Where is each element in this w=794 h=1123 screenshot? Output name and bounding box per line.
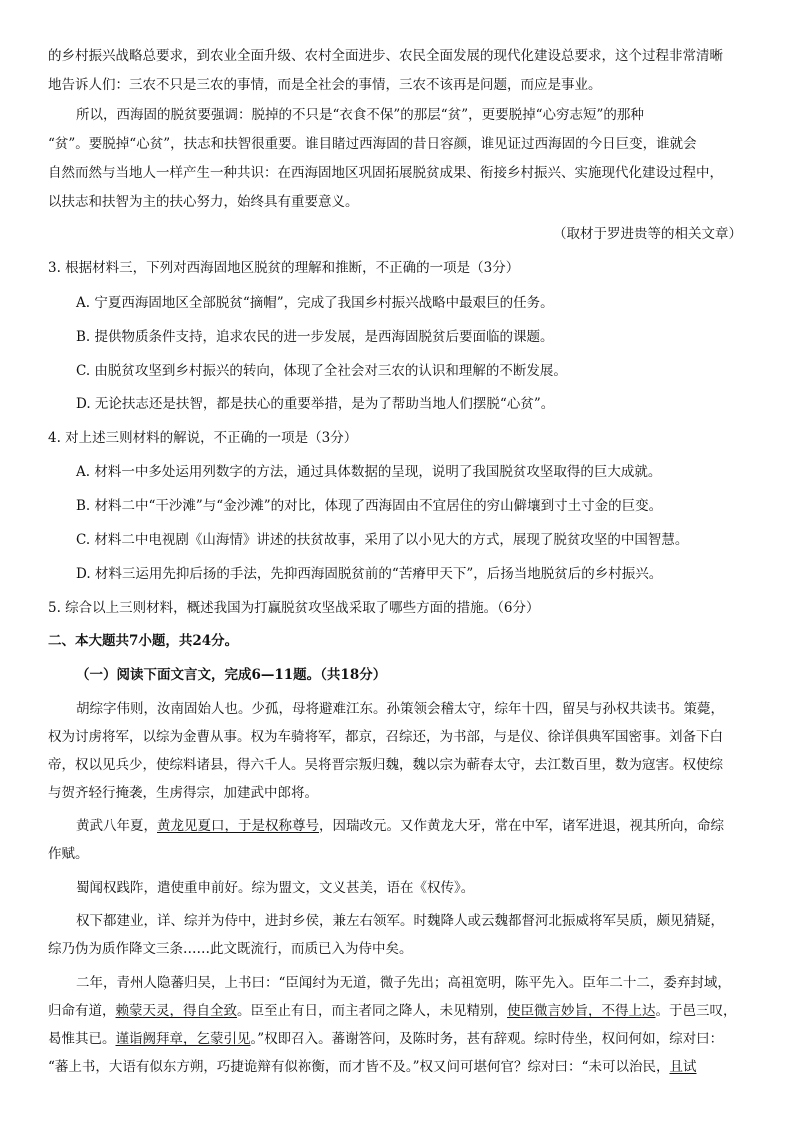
- p5-underline-4: 且试: [669, 1059, 697, 1075]
- classical-p5-line2: [48, 1003, 737, 1020]
- classical-p4-line1: 权下都建业，详、综并为侍中，进封乡侯，兼左右领军。时魏降人或云魏都督河北振威将军吴质，颇见猜疑，: [76, 913, 724, 929]
- classical-p3: 蜀闻权践阼，遣使重申前好。综为盟文，文义甚美，语在《权传》。: [76, 880, 475, 896]
- source-citation: （取材于罗进贵等的相关文章）: [553, 226, 742, 242]
- question-3-option-b: B. 提供物质条件支持，追求农民的进一步发展，是西海固脱贫后要面临的课题。: [76, 329, 554, 345]
- classical-p1-line2: 权为讨虏将军，以综为金曹从事。权为车骑将军，都京，召综还，为书部，与是仪、徐详俱典军国密事。刘备下白: [48, 729, 723, 745]
- classical-p2-post: ，因瑞改元。又作黄龙大牙，常在中军，诸军进退，视其所向，命综: [319, 818, 724, 834]
- classical-p5-line3: [48, 1031, 723, 1048]
- material3-p2-line4: 以扶志和扶智为主的扶心努力，始终具有重要意义。: [48, 194, 359, 210]
- classical-p2-pre: 黄武八年夏，: [76, 818, 157, 834]
- classical-p5-line4: [48, 1059, 696, 1076]
- section-2-subheading: （一）阅读下面文言文，完成6—11题。（共18分）: [76, 667, 387, 683]
- classical-p1-line4: 与贺齐轻行掩袭，生虏得宗，加建武中郎将。: [48, 785, 318, 801]
- classical-p1-line1: 胡综字伟则，汝南固始人也。少孤，母将避难江东。孙策领会稽太守，综年十四，留吴与孙权共读书。策薨，: [76, 701, 724, 717]
- question-4-option-b: B. 材料二中“干沙滩”与“金沙滩”的对比，体现了西海固由不宜居住的穷山僻壤到寸土寸金的巨变。: [76, 498, 663, 514]
- p5-line4-a: “蕃上书，大语有似东方朔，巧捷诡辩有似祢衡，而才皆不及。”权又问可堪何官？综对曰：“未可以治民，: [48, 1059, 670, 1075]
- p5-underline-3: 谨诣阙拜章，乞蒙引见: [115, 1031, 251, 1047]
- p5-underline-2: 使臣微言妙旨，不得上达: [507, 1003, 656, 1019]
- material3-p2-line3: 自然而然与当地人一样产生一种共识：在西海固地区巩固拓展脱贫成果、衔接乡村振兴、实施现代化建设过程中，: [48, 165, 723, 181]
- classical-p5-line1: 二年，青州人隐蕃归吴，上书曰：“臣闻纣为无道，微子先出；高祖宽明，陈平先入。臣年二十二，委弃封域，: [76, 975, 731, 991]
- question-3-option-a: A. 宁夏西海固地区全部脱贫“摘帽”，完成了我国乡村振兴战略中最艰巨的任务。: [76, 295, 554, 311]
- classical-p1-line3: 帝，权以见兵少，使综料诸县，得六千人。吴将晋宗叛归魏，魏以宗为蕲春太守，去江数百里，数为寇害。权使综: [48, 757, 723, 773]
- section-2-heading: 二、本大题共7小题，共24分。: [48, 633, 239, 649]
- p5-underline-1: 赖蒙天灵，得自全致: [115, 1003, 237, 1019]
- classical-p2-line2: 作赋。: [48, 846, 89, 862]
- question-5-stem: 5. 综合以上三则材料，概述我国为打赢脱贫攻坚战采取了哪些方面的措施。（6分）: [48, 600, 540, 616]
- question-4-stem: 4. 对上述三则材料的解说，不正确的一项是（3分）: [48, 430, 358, 446]
- p5-line2-b: 。臣至止有日，而主者同之降人，未见精别，: [237, 1003, 507, 1019]
- p5-line2-c: 。于邑三叹，: [655, 1003, 737, 1019]
- material3-p1-line1: 的乡村振兴战略总要求，到农业全面升级、农村全面进步、农民全面发展的现代化建设总要求，这个过程非常清晰: [48, 48, 723, 64]
- question-3-option-d: D. 无论扶志还是扶智，都是扶心的重要举措，是为了帮助当地人们摆脱“心贫”。: [76, 396, 555, 412]
- p5-line3-a: 曷惟其已。: [48, 1031, 116, 1047]
- classical-p4-line2: 综乃伪为质作降文三条……此文既流行，而质已入为侍中矣。: [48, 941, 413, 957]
- classical-p2-line1: [76, 818, 724, 835]
- material3-p1-line2: 地告诉人们：三农不只是三农的事情，而是全社会的事情，三农不该再是问题，而应是事业。: [48, 77, 602, 93]
- question-4-option-a: A. 材料一中多处运用列数字的方法，通过具体数据的呈现，说明了我国脱贫攻坚取得的巨大成就。: [76, 464, 662, 480]
- p5-line2-a: 归命有道，: [48, 1003, 116, 1019]
- question-3-stem: 3. 根据材料三，下列对西海固地区脱贫的理解和推断，不正确的一项是（3分）: [48, 260, 520, 276]
- classical-p2-underlined: 黄龙见夏口，于是权称尊号: [157, 818, 319, 834]
- question-4-option-d: D. 材料三运用先抑后扬的手法，先抑西海固脱贫前的“苦瘠甲天下”，后扬当地脱贫后的乡村振兴。: [76, 566, 663, 582]
- p5-line3-b: 。”权即召入。蕃谢答问，及陈时务，甚有辞观。综时侍坐，权问何如，综对曰：: [250, 1031, 724, 1047]
- question-4-option-c: C. 材料二中电视剧《山海情》讲述的扶贫故事，采用了以小见大的方式，展现了脱贫攻坚的中国智慧。: [76, 532, 689, 548]
- material3-p2-line2: “贫”。要脱掉“心贫”，扶志和扶智很重要。谁目睹过西海固的昔日容颜，谁见证过西海固的今日巨变，谁就会: [48, 136, 697, 152]
- question-3-option-c: C. 由脱贫攻坚到乡村振兴的转向，体现了全社会对三农的认识和理解的不断发展。: [76, 363, 567, 379]
- material3-p2-line1: 所以，西海固的脱贫要强调：脱掉的不只是“衣食不保”的那层“贫”，更要脱掉“心穷志短”的那种: [76, 107, 644, 123]
